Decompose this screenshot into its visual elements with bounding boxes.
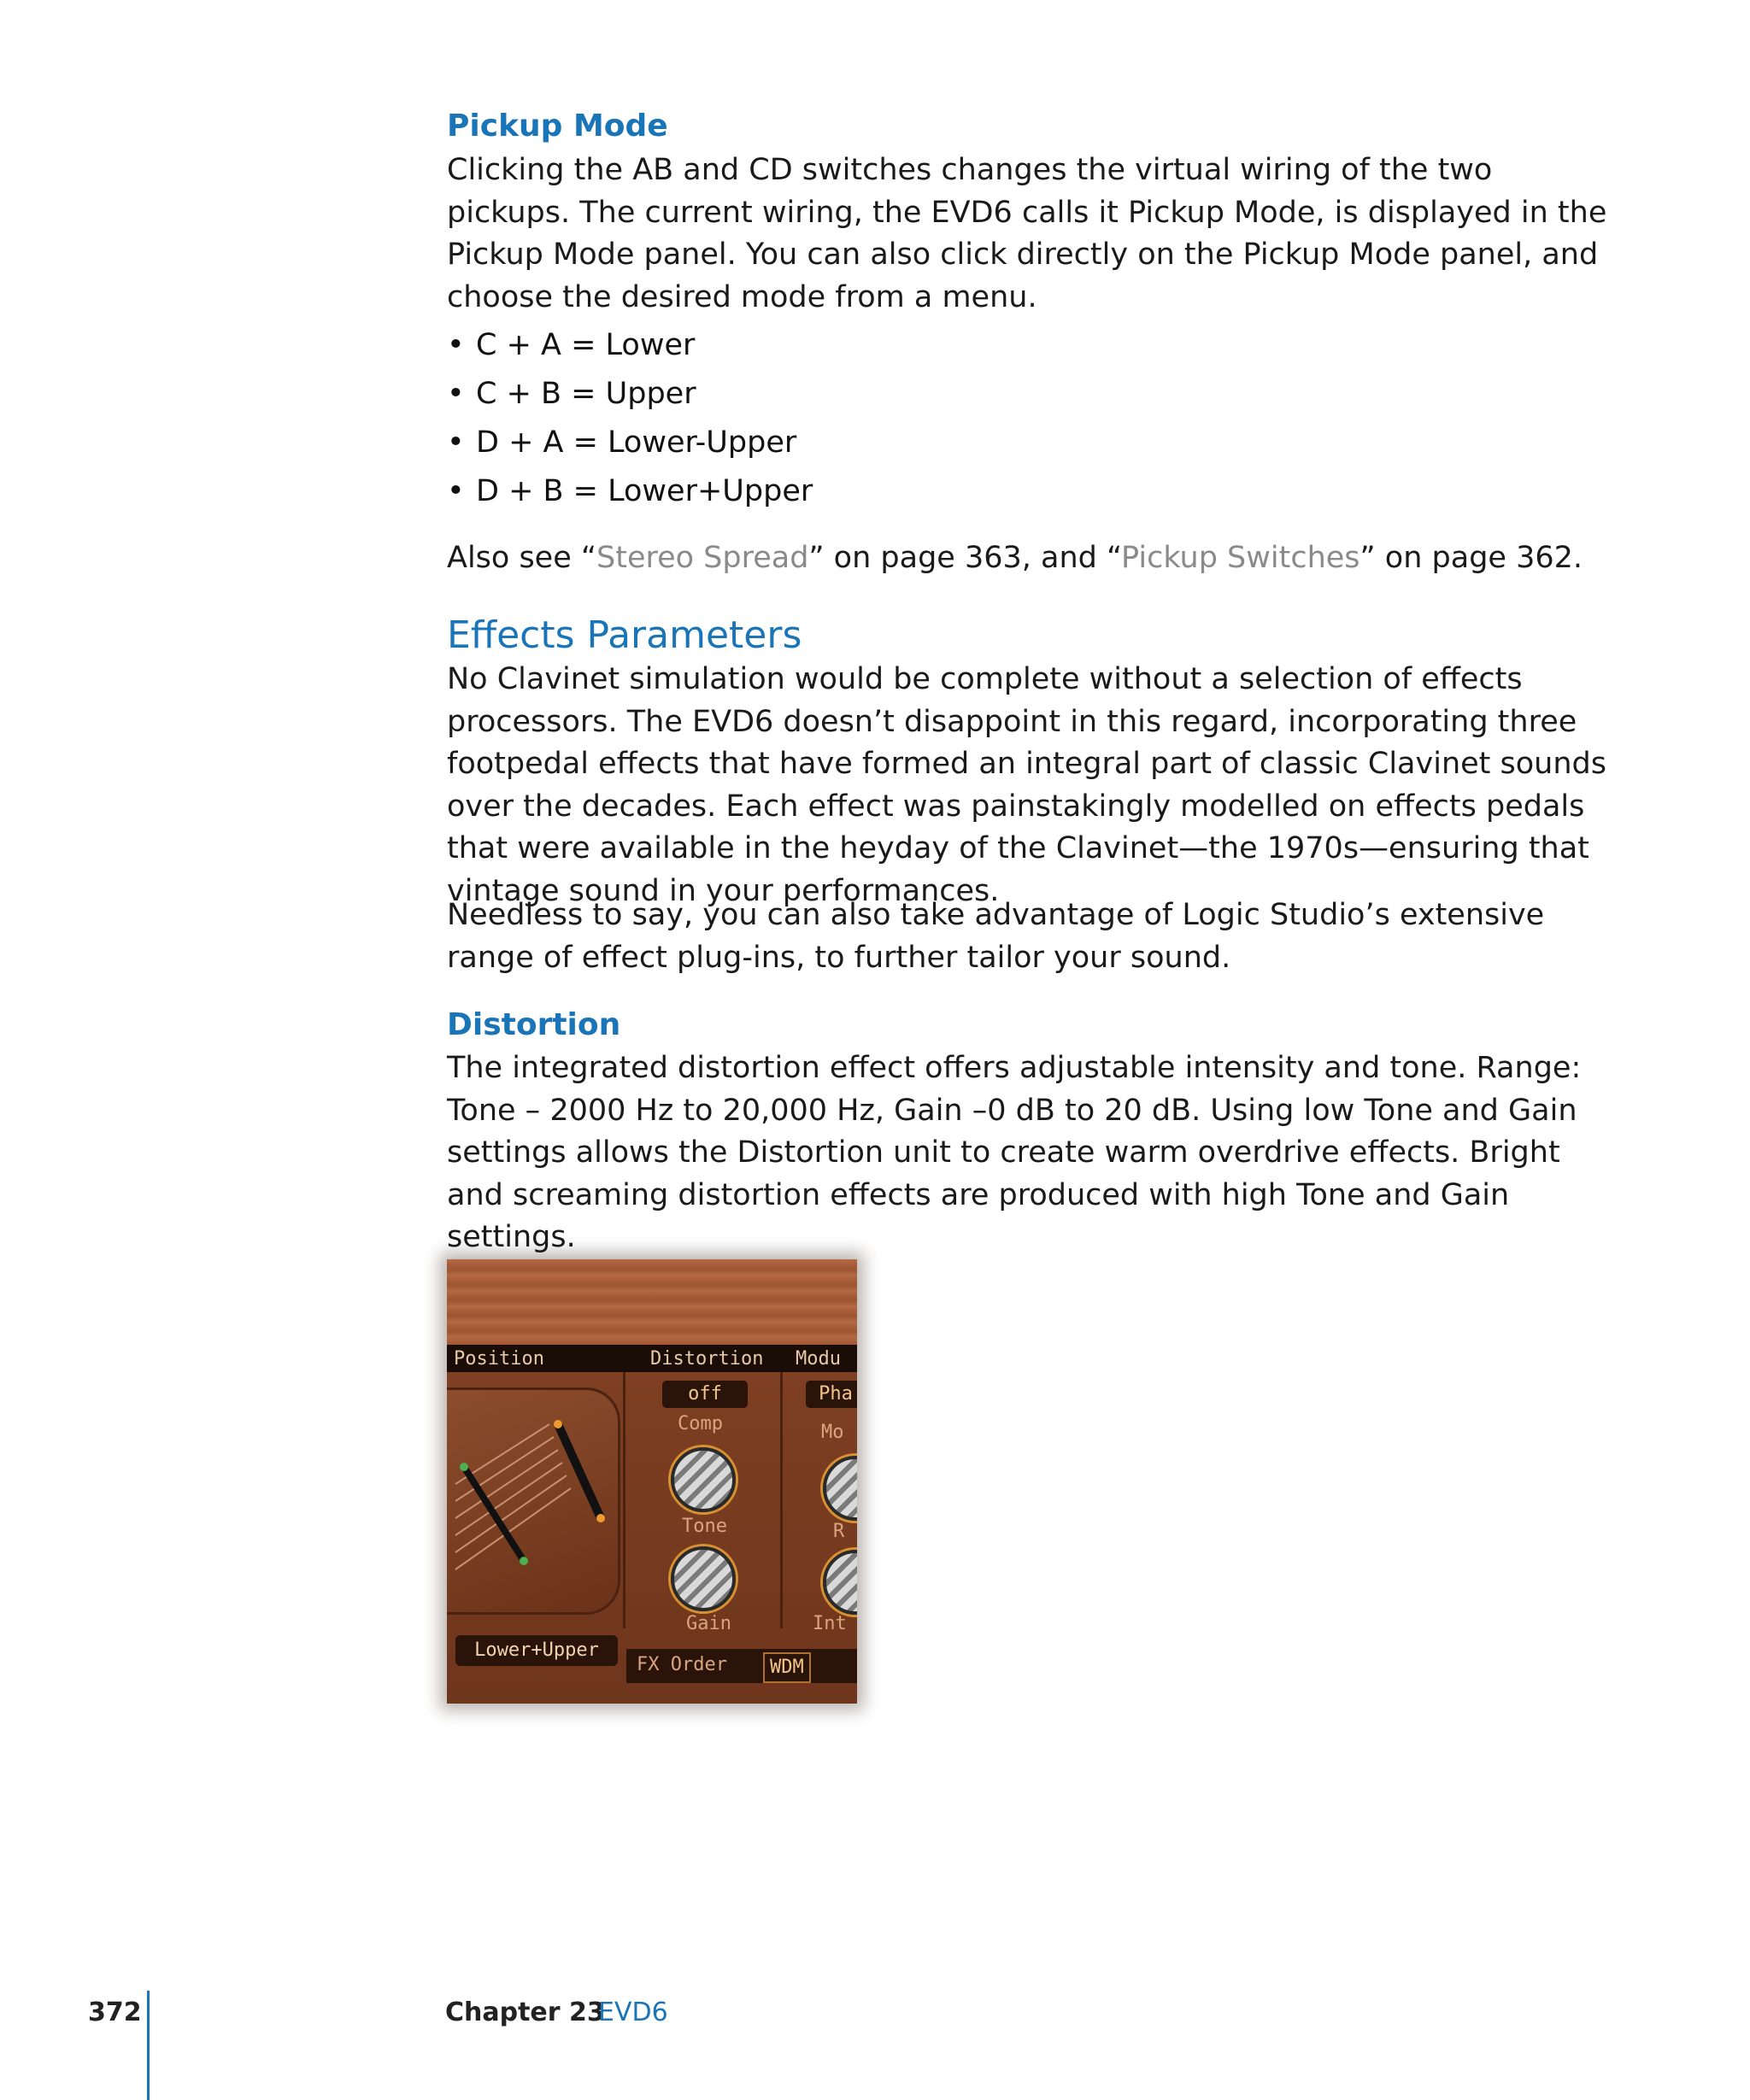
comp-label: Comp [678,1413,723,1434]
mod-label-1: Mo [821,1422,844,1443]
page-number: 372 [88,1997,142,2027]
list-item: • D + A = Lower-Upper [447,425,797,460]
pickup-switches-link[interactable]: Pickup Switches [1121,541,1360,575]
mod-label-3: Int [813,1613,847,1634]
see-also-paragraph: Also see “Stereo Spread” on page 363, and “Pickup Switches” on page 362. [447,541,1583,575]
chapter-name-link[interactable]: EVD6 [598,1997,668,2027]
section-title-distortion: Distortion [447,1007,621,1042]
wood-panel [447,1259,857,1345]
divider [780,1372,783,1628]
list-item: • C + B = Upper [447,377,696,411]
strings-graphic [447,1390,618,1612]
footer-rule [147,1991,150,2100]
tone-knob[interactable] [671,1447,736,1512]
list-item: • C + A = Lower [447,328,696,362]
position-header: Position [454,1348,544,1370]
gain-knob[interactable] [671,1546,736,1611]
list-item: • D + B = Lower+Upper [447,474,813,508]
tone-label: Tone [682,1516,727,1537]
chapter-label: Chapter 23 [445,1997,605,2027]
pickup-mode-list [447,321,1609,516]
divider [623,1372,625,1628]
fx-order-wdm-button[interactable]: WDM [763,1652,811,1683]
section-title-effects-parameters: Effects Parameters [447,613,802,657]
mod-label-2: R [833,1521,845,1542]
distortion-header: Distortion [650,1348,764,1370]
evd6-distortion-screenshot [447,1259,857,1704]
effects-paragraph-1: No Clavinet simulation would be complete without a selection of effects processors. The EVD6 doesn’t disappoint in this regard, incorporating three footpedal effects that have formed an integral part of classic Clavinet sounds over the decades. Each effect was painstakingly modelled on effects pedals that were available in the heyday of the Clavinet—the 1970s—ensuring that vintage sound in your performances. [447,662,1606,908]
distortion-paragraph: The integrated distortion effect offers adjustable intensity and tone. Range: Tone – 2000 Hz to 20,000 Hz, Gain –0 dB to 20 dB. Using low Tone and Gain settings allows the Distortion unit to create warm overdrive effects. Bright and screaming distortion effects are produced with high Tone and Gain settings. [447,1051,1582,1254]
pickup-mode-value[interactable]: Lower+Upper [455,1635,618,1666]
pickup-mode-paragraph: Clicking the AB and CD switches changes the virtual wiring of the two pickups. The current wiring, the EVD6 calls it Pickup Mode, is displayed in the Pickup Mode panel. You can also click directly on the Pickup Mode panel, and choose the desired mode from a menu. [447,153,1607,314]
distortion-state-display[interactable]: off [662,1381,748,1408]
gain-label: Gain [686,1613,731,1634]
modulation-header: Modu [796,1348,841,1370]
stereo-spread-link[interactable]: Stereo Spread [596,541,809,575]
effects-paragraph-2: Needless to say, you can also take advantage of Logic Studio’s extensive range of effect plug-ins, to further tailor your sound. [447,898,1545,975]
section-title-pickup-mode: Pickup Mode [447,109,668,144]
modulation-state-display[interactable]: Pha [806,1381,857,1408]
fx-order-label: FX Order [637,1654,727,1675]
pickup-position-display[interactable] [447,1387,620,1615]
